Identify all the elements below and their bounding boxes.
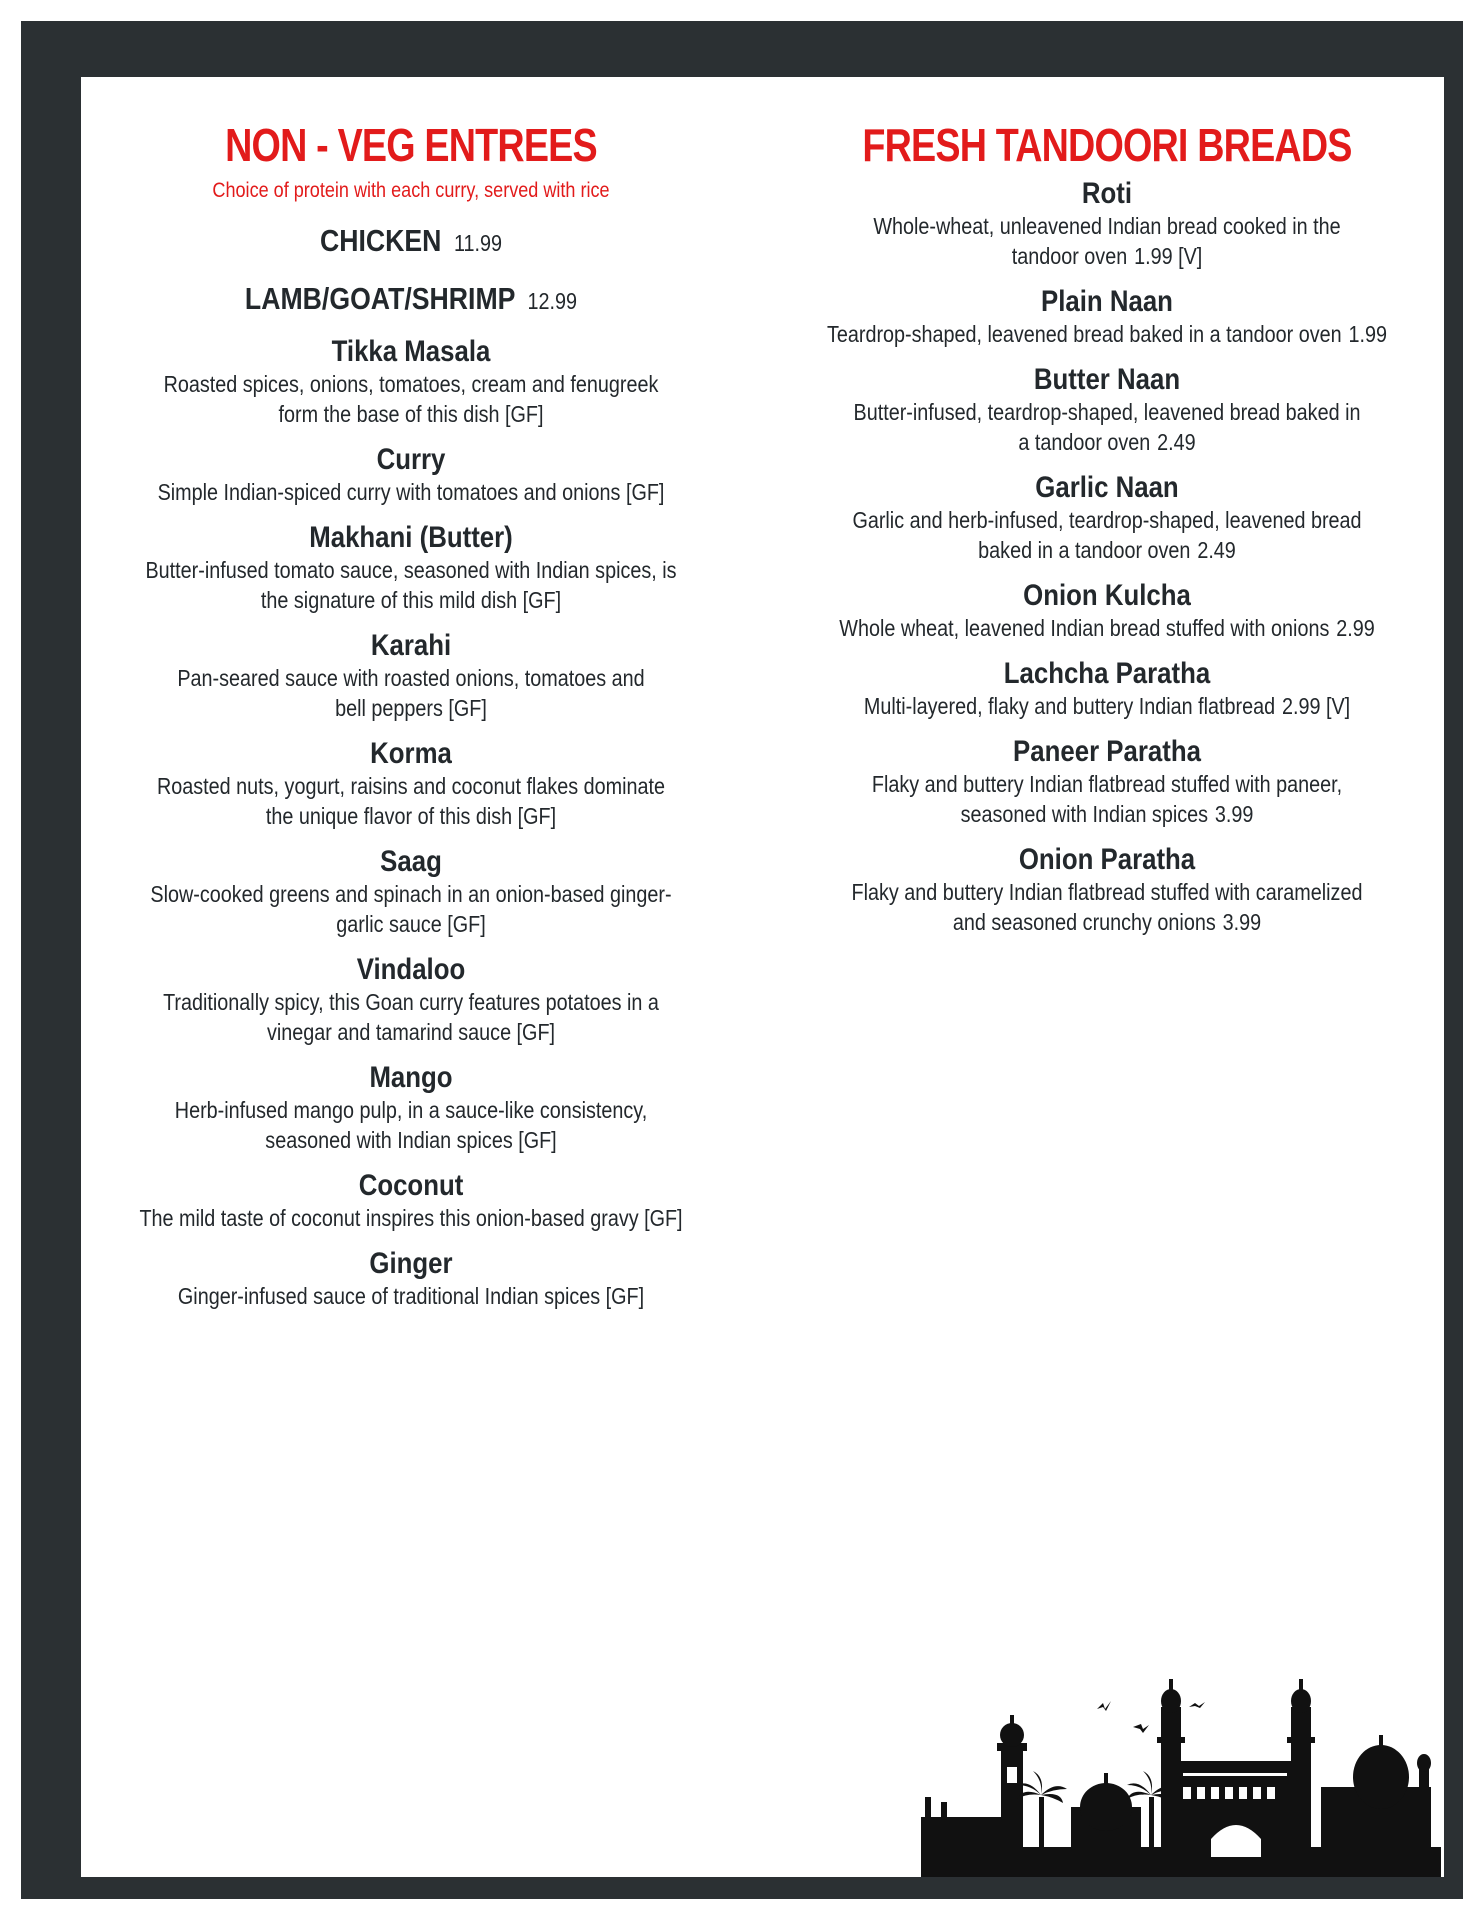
item-description: Herb-infused mango pulp, in a sauce-like consistency, seasoned with Indian spices [GF] [174,1097,648,1153]
protein-name: LAMB/GOAT/SHRIMP [244,281,515,316]
menu-item [91,335,731,429]
item-price: 3.99 [1214,801,1254,827]
non-veg-column [91,117,731,1311]
non-veg-subtitle: Choice of protein with each curry, served with rice [212,179,610,202]
item-name: Karahi [370,629,452,662]
item-price: 2.49 [1157,429,1196,455]
item-price: 2.49 [1197,537,1236,563]
item-description [832,613,1382,643]
menu-item [91,1061,731,1155]
non-veg-title: NON - VEG ENTREES [225,119,597,171]
menu-item [787,363,1427,457]
item-price: 2.99 [V] [1281,693,1351,719]
menu-item [91,1247,731,1311]
item-name: Curry [376,443,446,476]
menu-item [787,843,1427,937]
item-description: Roasted spices, onions, tomatoes, cream and fenugreek form the base of this dish [GF] [163,371,659,427]
protein-lamb-goat-shrimp [136,279,686,321]
item-price: 1.99 [1348,321,1388,347]
protein-chicken [136,221,686,263]
item-name: Roti [1081,177,1133,210]
menu-item [787,285,1427,349]
item-description-text: Garlic and herb-infused, teardrop-shaped, leavened bread baked in a tandoor oven [852,507,1362,563]
menu-item [787,657,1427,721]
item-name: Onion Kulcha [1023,579,1191,612]
item-description [832,505,1382,565]
item-description: Traditionally spicy, this Goan curry features potatoes in a vinegar and tamarind sauce [GF] [163,989,659,1045]
menu-item [787,177,1427,271]
menu-item [91,1169,731,1233]
item-description: Roasted nuts, yogurt, raisins and coconut flakes dominate the unique flavor of this dish [GF] [157,773,665,829]
item-description: The mild taste of coconut inspires this onion-based gravy [GF] [139,1205,683,1231]
protein-price: 12.99 [527,288,578,314]
menu-item [91,629,731,723]
item-description [845,211,1370,271]
item-description-text: Whole wheat, leavened Indian bread stuffed with onions [839,615,1330,641]
item-description-text: Teardrop-shaped, leavened bread baked in a tandoor oven [826,321,1342,347]
menu-item [787,579,1427,643]
item-description [840,877,1373,937]
item-name: Lachcha Paratha [1003,657,1211,690]
item-name: Makhani (Butter) [309,521,513,554]
item-name: Korma [370,737,452,770]
menu-item [91,953,731,1047]
item-description [815,319,1400,349]
item-description-text: Whole-wheat, unleavened Indian bread cooked in the tandoor oven [873,213,1341,269]
item-price: 1.99 [V] [1134,243,1203,269]
item-name: Tikka Masala [331,335,491,368]
item-price: 2.99 [1336,615,1375,641]
menu-item [91,521,731,615]
item-name: Butter Naan [1033,363,1181,396]
menu-item [91,845,731,939]
item-name: Saag [380,845,442,878]
city-skyline-silhouette-icon [921,1677,1441,1877]
breads-column [787,117,1427,937]
menu-item [91,443,731,507]
item-description: Pan-seared sauce with roasted onions, tomatoes and bell peppers [GF] [177,665,645,721]
item-price: 3.99 [1222,909,1262,935]
breads-title: FRESH TANDOORI BREADS [862,119,1352,171]
menu-item [787,735,1427,829]
item-name: Onion Paratha [1018,843,1196,876]
item-description: Butter-infused tomato sauce, seasoned with Indian spices, is the signature of this mild dish [GF] [145,557,677,613]
protein-price: 11.99 [454,230,503,256]
item-description-text: Multi-layered, flaky and buttery Indian flatbread [863,693,1276,719]
item-description [832,691,1382,721]
item-name: Paneer Paratha [1013,735,1201,768]
item-name: Garlic Naan [1035,471,1179,504]
item-name: Vindaloo [356,953,466,986]
menu-item [91,737,731,831]
protein-name: CHICKEN [319,223,442,258]
item-name: Plain Naan [1041,285,1173,318]
item-description-text: Butter-infused, teardrop-shaped, leavened bread baked in a tandoor oven [853,399,1361,455]
item-name: Mango [369,1061,453,1094]
item-description: Ginger-infused sauce of traditional Indian spices [GF] [177,1283,645,1309]
item-description-text: Flaky and buttery Indian flatbread stuffed with caramelized and seasoned crunchy onions [851,879,1363,935]
item-description: Simple Indian-spiced curry with tomatoes and onions [GF] [157,479,665,505]
menu-item [787,471,1427,565]
item-description-text: Flaky and buttery Indian flatbread stuffed with paneer, seasoned with Indian spices [871,771,1343,827]
item-description: Slow-cooked greens and spinach in an onion-based ginger-garlic sauce [GF] [150,881,672,937]
item-description [849,397,1365,457]
menu-frame [21,21,1463,1899]
menu-page [81,77,1444,1877]
item-name: Coconut [358,1169,464,1202]
item-description [832,769,1382,829]
item-name: Ginger [369,1247,453,1280]
